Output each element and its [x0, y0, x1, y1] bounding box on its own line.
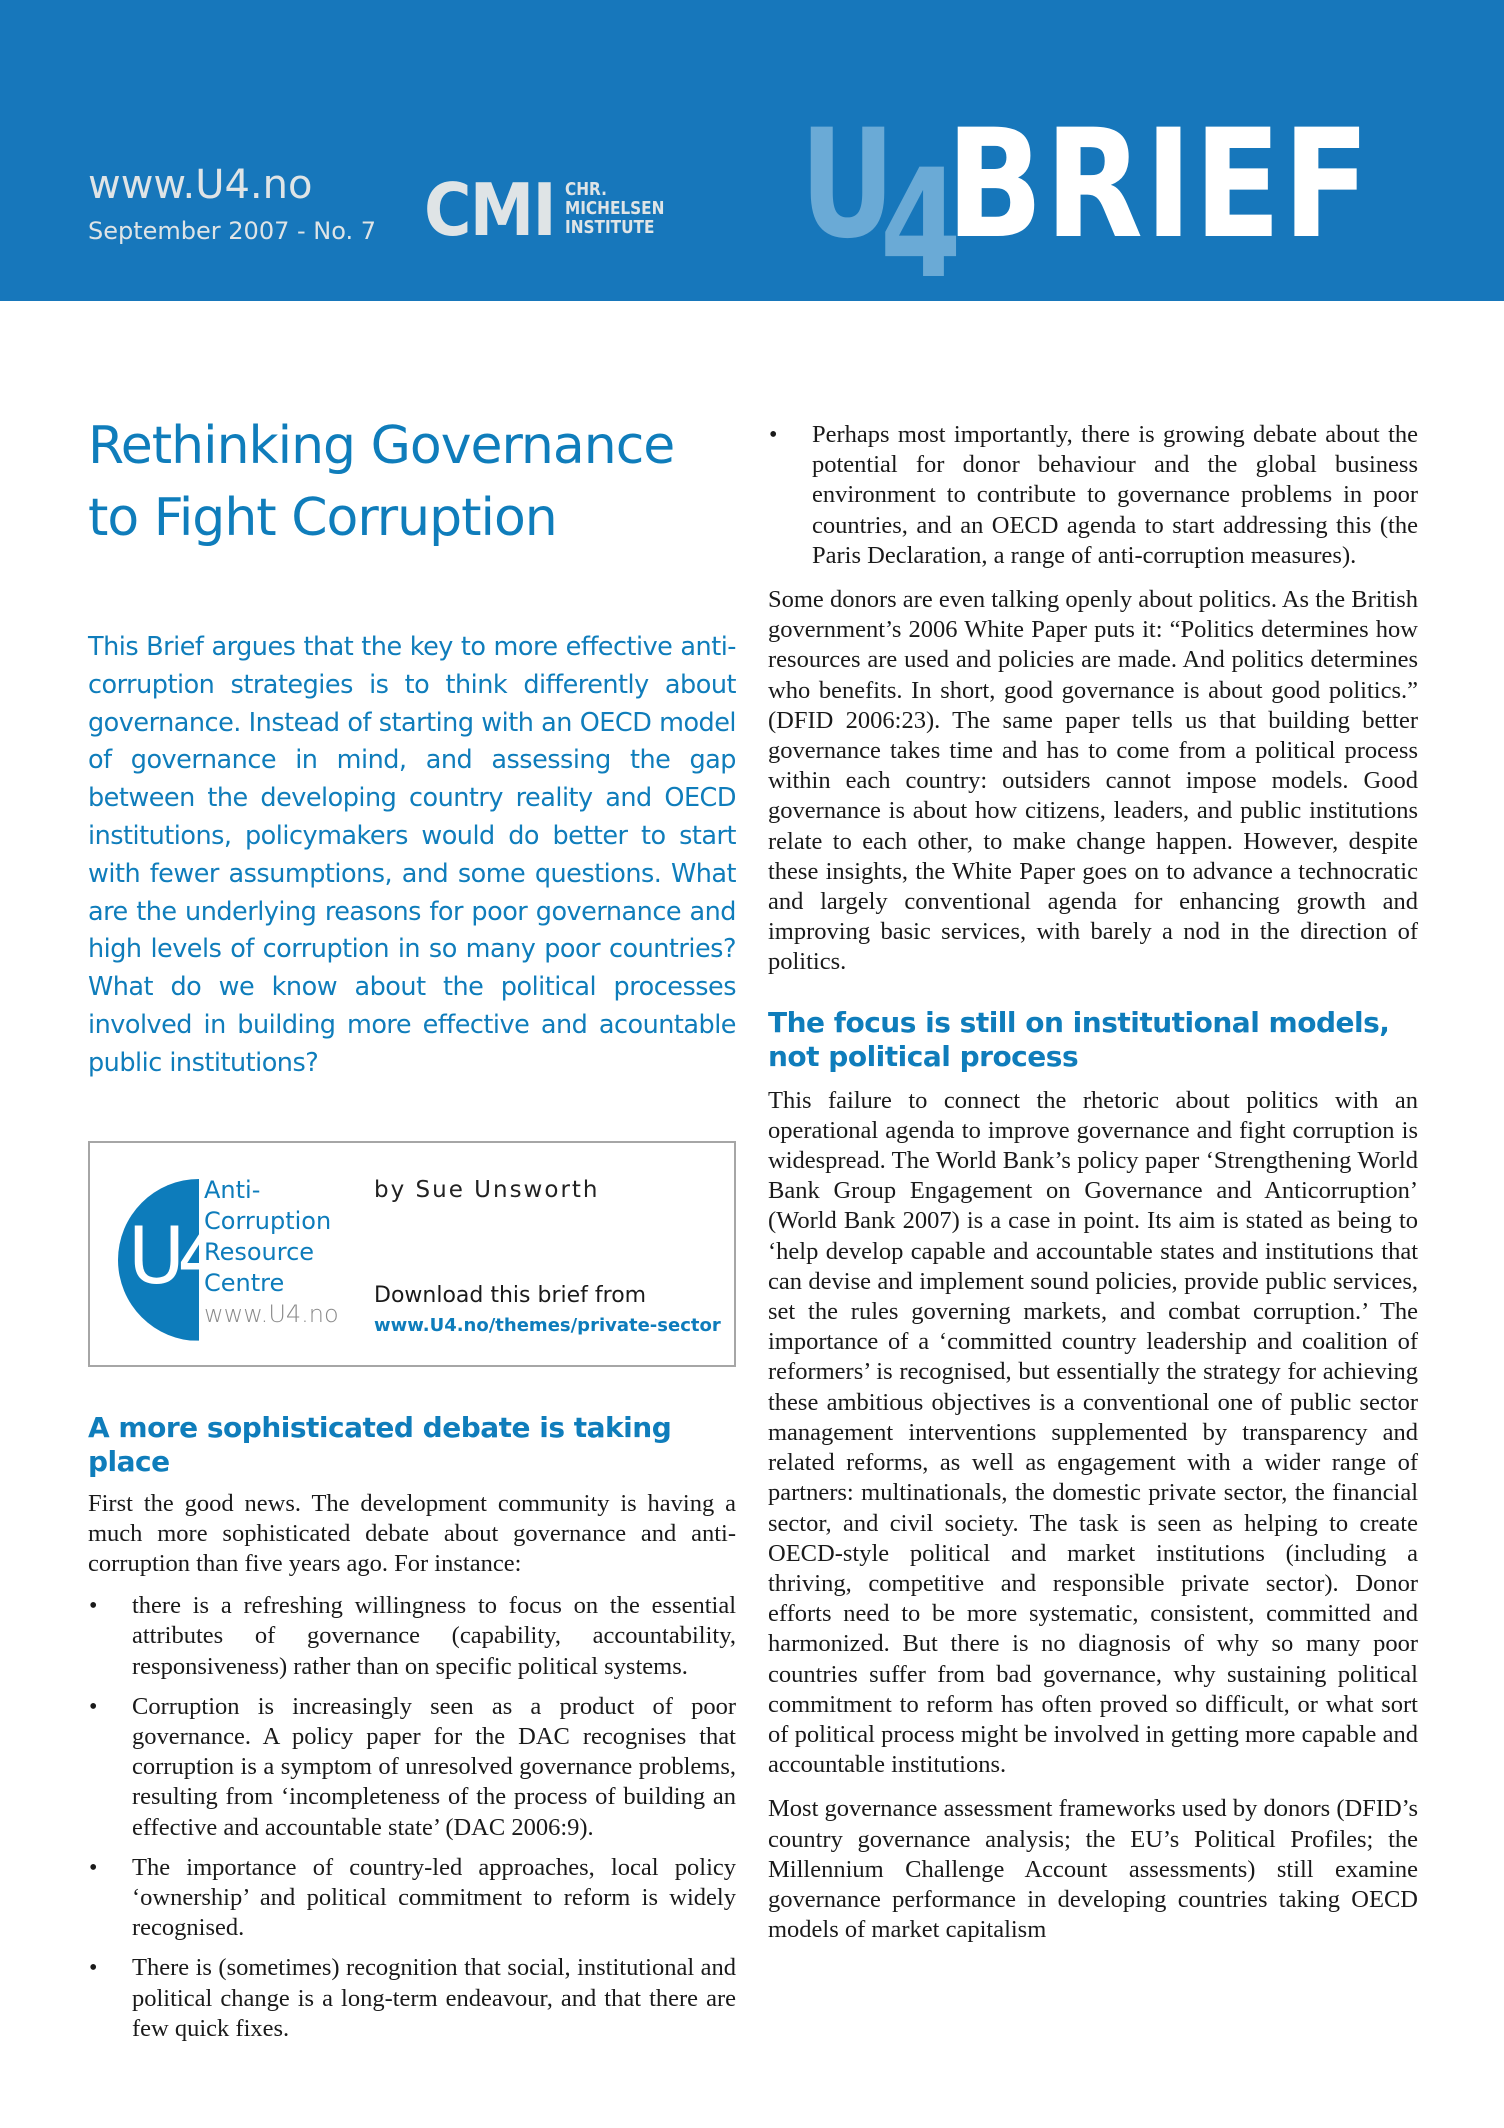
u4-brief-logo: [800, 98, 1447, 312]
list-item-text: Corruption is increasingly seen as a product of poor governance. A policy paper for the DAC recognises that corruption is a symptom of unresolved governance problems, resulting from ‘incompleteness of the process of building an effective and accountable state’ (DAC 2006:9).: [132, 1692, 736, 1841]
title-line-1: Rethinking Governance: [88, 416, 675, 476]
heading-line-1: The focus is still on institutional models,: [768, 1005, 1390, 1039]
cmi-institute-name: [565, 180, 664, 237]
bullet-icon: •: [89, 1593, 98, 1620]
list-item: [88, 1953, 736, 2044]
title-line-2: to Fight Corruption: [88, 488, 557, 548]
brief-logo-4: 4: [880, 138, 962, 312]
section1-paragraph-2: Some donors are even talking openly about politics. As the British government’s 2006 White Paper puts it: “Politics determines how resources are used and policies are made. And politics determines who benefits. In short, good governance is about good politics.” (DFID 2006:23). The same paper tells us that building better governance takes time and has to come from a political process within each country: outsiders cannot impose models. Good governance is about how citizens, leaders, and public institutions relate to each other, to make change happen. However, despite these insights, the White Paper goes on to advance a technocratic and largely conventional agenda for enhancing growth and improving basic services, with barely a nod in the direction of politics.: [768, 586, 1418, 976]
left-column: [88, 410, 736, 2052]
u4-glyph: U4: [128, 1211, 219, 1302]
cmi-logo: [424, 168, 682, 252]
intro-summary: This Brief argues that the key to more effective anti-corruption strategies is to think differently about governance. Instead of starting with an OECD model of governance in mind, and assessing the gap between the developing country reality and OECD institutions, policymakers would do better to start with fewer assumptions, and some questions. What are the underlying reasons for poor governance and high levels of corruption in so many poor countries? What do we know about the political processes involved in building more effective and acountable public institutions?: [88, 632, 736, 1078]
list-item: [768, 420, 1418, 571]
u4-line-2: Corruption: [204, 1206, 332, 1235]
download-label: Download this brief from: [374, 1282, 647, 1308]
u4-line-3: Resource: [204, 1237, 315, 1266]
section1-paragraph: First the good news. The development community is having a much more sophisticated debate about governance and anti-corruption than five years ago. For instance:: [88, 1489, 736, 1577]
list-item: [88, 1591, 736, 1682]
list-item: [88, 1692, 736, 1843]
download-link[interactable]: www.U4.no/themes/private-sector: [374, 1314, 721, 1336]
bullet-list: [88, 1591, 736, 2044]
u4-centre-logo: [118, 1175, 348, 1341]
u4-centre-name: [204, 1175, 339, 1330]
bullet-icon: •: [89, 1693, 98, 1720]
cmi-line-3: INSTITUTE: [565, 217, 655, 238]
page-title: [88, 410, 736, 554]
right-column: [768, 420, 1418, 1945]
list-item-text: There is (sometimes) recognition that social, institutional and political change is a long-term endeavour, and that there are few quick fixes.: [132, 1954, 736, 2042]
cmi-line-2: MICHELSEN: [565, 198, 665, 219]
bullet-list-continued: [768, 420, 1418, 571]
bullet-icon: •: [769, 422, 778, 448]
bullet-icon: •: [89, 1955, 98, 1982]
list-item-text: Perhaps most importantly, there is growing debate about the potential for donor behaviour and the global business environment to contribute to governance problems in poor countries, and an OECD agenda to start addressing this (the Paris Declaration, a range of anti-corruption measures).: [812, 421, 1418, 569]
header-band: [0, 0, 1504, 312]
u4-url[interactable]: www.U4.no: [204, 1299, 339, 1328]
brief-logo-word: BRIEF: [946, 98, 1372, 272]
list-item: [88, 1853, 736, 1944]
section-heading-focus: [768, 1006, 1418, 1074]
author-box: [88, 1141, 736, 1367]
section-heading-debate: A more sophisticated debate is taking place: [88, 1410, 672, 1478]
cmi-mark: CMI: [424, 168, 555, 252]
author-byline: by Sue Unsworth: [374, 1176, 600, 1203]
brief-logo-u: U: [800, 98, 896, 272]
issue-date: September 2007 - No. 7: [88, 217, 377, 245]
list-item-text: The importance of country-led approaches, local policy ‘ownership’ and political commitment to reform is widely recognised.: [132, 1853, 736, 1942]
cmi-line-1: CHR.: [565, 179, 608, 200]
heading-line-2: not political process: [768, 1039, 1079, 1073]
section2-paragraph-1: This failure to connect the rhetoric about politics with an operational agenda to improve governance and fight corruption is widespread. The World Bank’s policy paper ‘Strengthening World Bank Group Engagement on Governance and Anticorruption’ (World Bank 2007) is a case in point. Its aim is stated as being to ‘help develop capable and accountable states and institutions that can devise and implement sound policies, provide public services, set the rules governing markets, and combat corruption.’ The importance of a ‘committed country leadership and coalition of reformers’ is recognised, but essentially the strategy for achieving these ambitious objectives is a conventional one of public sector management interventions supplemented by transparency and related reforms, as well as engagement with a wider range of partners: multinationals, the domestic private sector, the financial sector, and civil society. The task is seen as helping to create OECD-style political and market institutions (including a thriving, competitive and responsible private sector). Donor efforts need to be more systematic, consistent, committed and harmonized. But there is no diagnosis of why so many poor countries suffer from bad governance, why sustaining political commitment to reform has often proved so difficult, or what sort of political process might be involved in getting more capable and accountable institutions.: [768, 1086, 1418, 1779]
list-item-text: there is a refreshing willingness to focus on the essential attributes of governance (capability, accountability, responsiveness) rather than on specific political systems.: [132, 1592, 736, 1680]
u4-line-4: Centre: [204, 1268, 285, 1297]
section2-paragraph-2: Most governance assessment frameworks used by donors (DFID’s country governance analysis; the EU’s Political Profiles; the Millennium Challenge Account assessments) still examine governance performance in developing countries taking OECD models of market capitalism: [768, 1795, 1418, 1944]
bullet-icon: •: [89, 1854, 98, 1881]
u4-line-1: Anti-: [204, 1175, 261, 1204]
site-url[interactable]: www.U4.no: [88, 162, 313, 208]
